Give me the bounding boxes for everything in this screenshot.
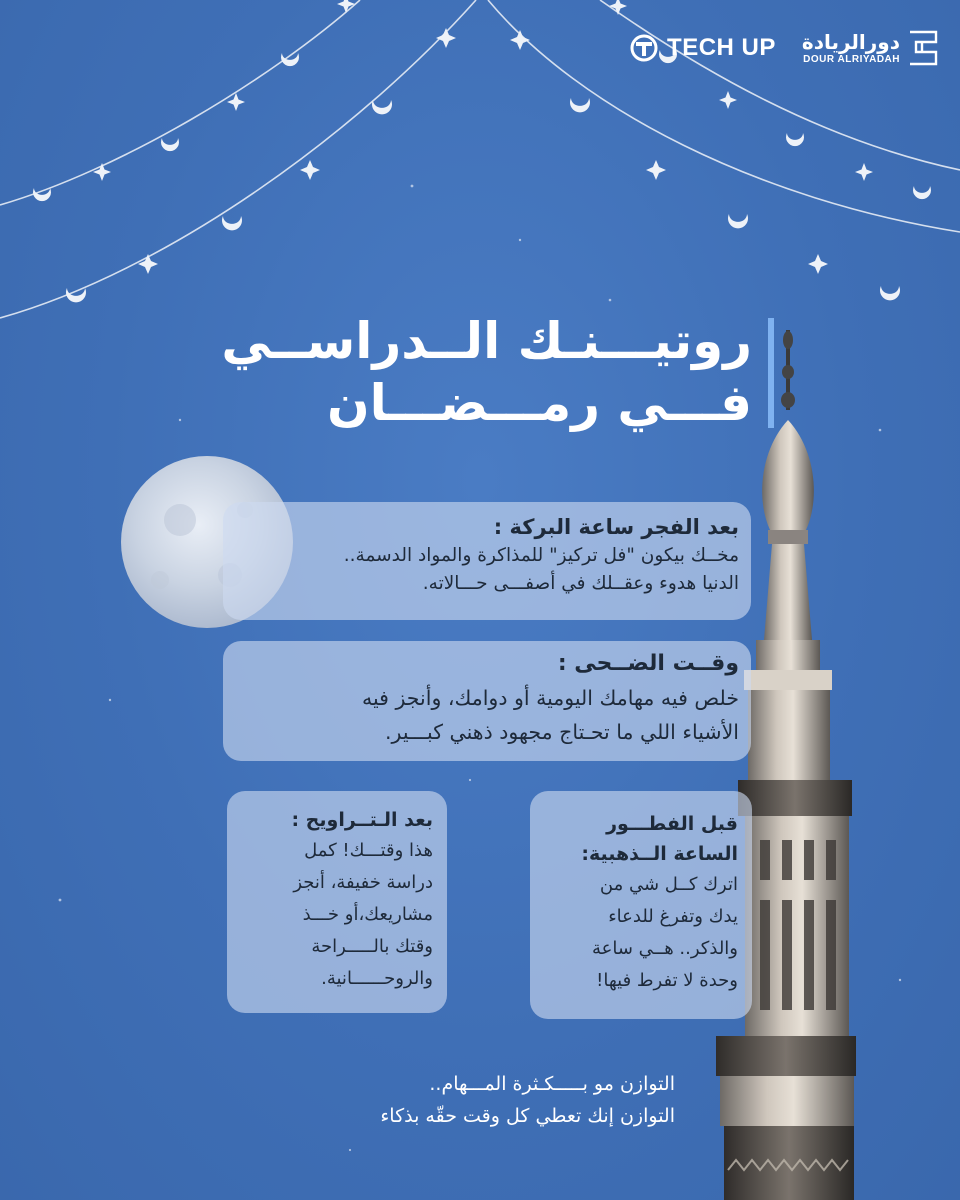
- card-taraweeh-line: والروحــــــانية.: [321, 968, 433, 989]
- title-line-1: روتيـــنـك الــدراســي: [221, 312, 752, 370]
- card-taraweeh-title: بعد الـتــراويح :: [291, 809, 433, 831]
- dour-logo: [802, 30, 938, 66]
- card-iftar-line: والذكر.. هــي ساعة: [591, 938, 738, 959]
- title-accent-bar: [768, 318, 774, 428]
- card-iftar-line: يدك وتفرغ للدعاء: [608, 906, 738, 927]
- crescent-icon: [33, 50, 931, 302]
- footer-line-2: التوازن إنك تعطي كل وقت حقّه بذكاء: [380, 1105, 675, 1127]
- card-iftar-title: قبل الفطـــور: [606, 813, 738, 835]
- card-fajr: [223, 502, 751, 620]
- card-taraweeh-line: دراسة خفيفة، أنجز: [293, 872, 433, 893]
- page-title: [221, 310, 752, 434]
- techup-logo: [629, 33, 776, 63]
- dour-wordmark-arabic: دورالريادة: [801, 29, 900, 54]
- card-iftar-line: اترك كــل شي من: [599, 874, 738, 895]
- card-taraweeh: [227, 791, 447, 1013]
- techup-logo-icon: [629, 33, 659, 63]
- card-taraweeh-line: مشاريعك،أو خـــذ: [302, 904, 433, 925]
- card-taraweeh-line: وقتك بالـــــراحة: [311, 936, 433, 957]
- footer-quote: [380, 1068, 675, 1132]
- card-duha-line: الأشياء اللي ما تحـتاج مجهود ذهني كبـــير.: [385, 720, 739, 744]
- card-fajr-line: مخــك بيكون "فل تركيز" للمذاكرة والمواد الدسمة..: [343, 545, 739, 566]
- dour-logo-icon: [908, 30, 938, 66]
- card-iftar-line: وحدة لا تفرط فيها!: [596, 970, 738, 991]
- card-fajr-title: بعد الفجر ساعة البركة :: [493, 515, 739, 539]
- techup-wordmark: TECH UP: [667, 34, 776, 61]
- footer-line-1: التوازن مو بـــــكـثرة المـــهام..: [429, 1073, 675, 1095]
- title-line-2: فـــي رمـــضـــان: [327, 374, 752, 432]
- card-duha-title: وقــت الضــحى :: [557, 651, 739, 676]
- dour-wordmark-english: DOUR ALRIYADAH: [803, 53, 900, 65]
- card-duha: [223, 641, 751, 761]
- minaret-icon: [716, 330, 856, 1200]
- card-iftar: [530, 791, 752, 1019]
- brand-logos: [629, 30, 938, 66]
- card-iftar-title: الساعة الــذهبية:: [581, 843, 738, 865]
- card-duha-line: خلص فيه مهامك اليومية أو دوامك، وأنجز فيه: [362, 686, 739, 710]
- card-taraweeh-line: هذا وقتـــك! كمل: [304, 840, 433, 861]
- card-fajr-line: الدنيا هدوء وعقــلك في أصفـــى حـــالاته.: [422, 573, 739, 594]
